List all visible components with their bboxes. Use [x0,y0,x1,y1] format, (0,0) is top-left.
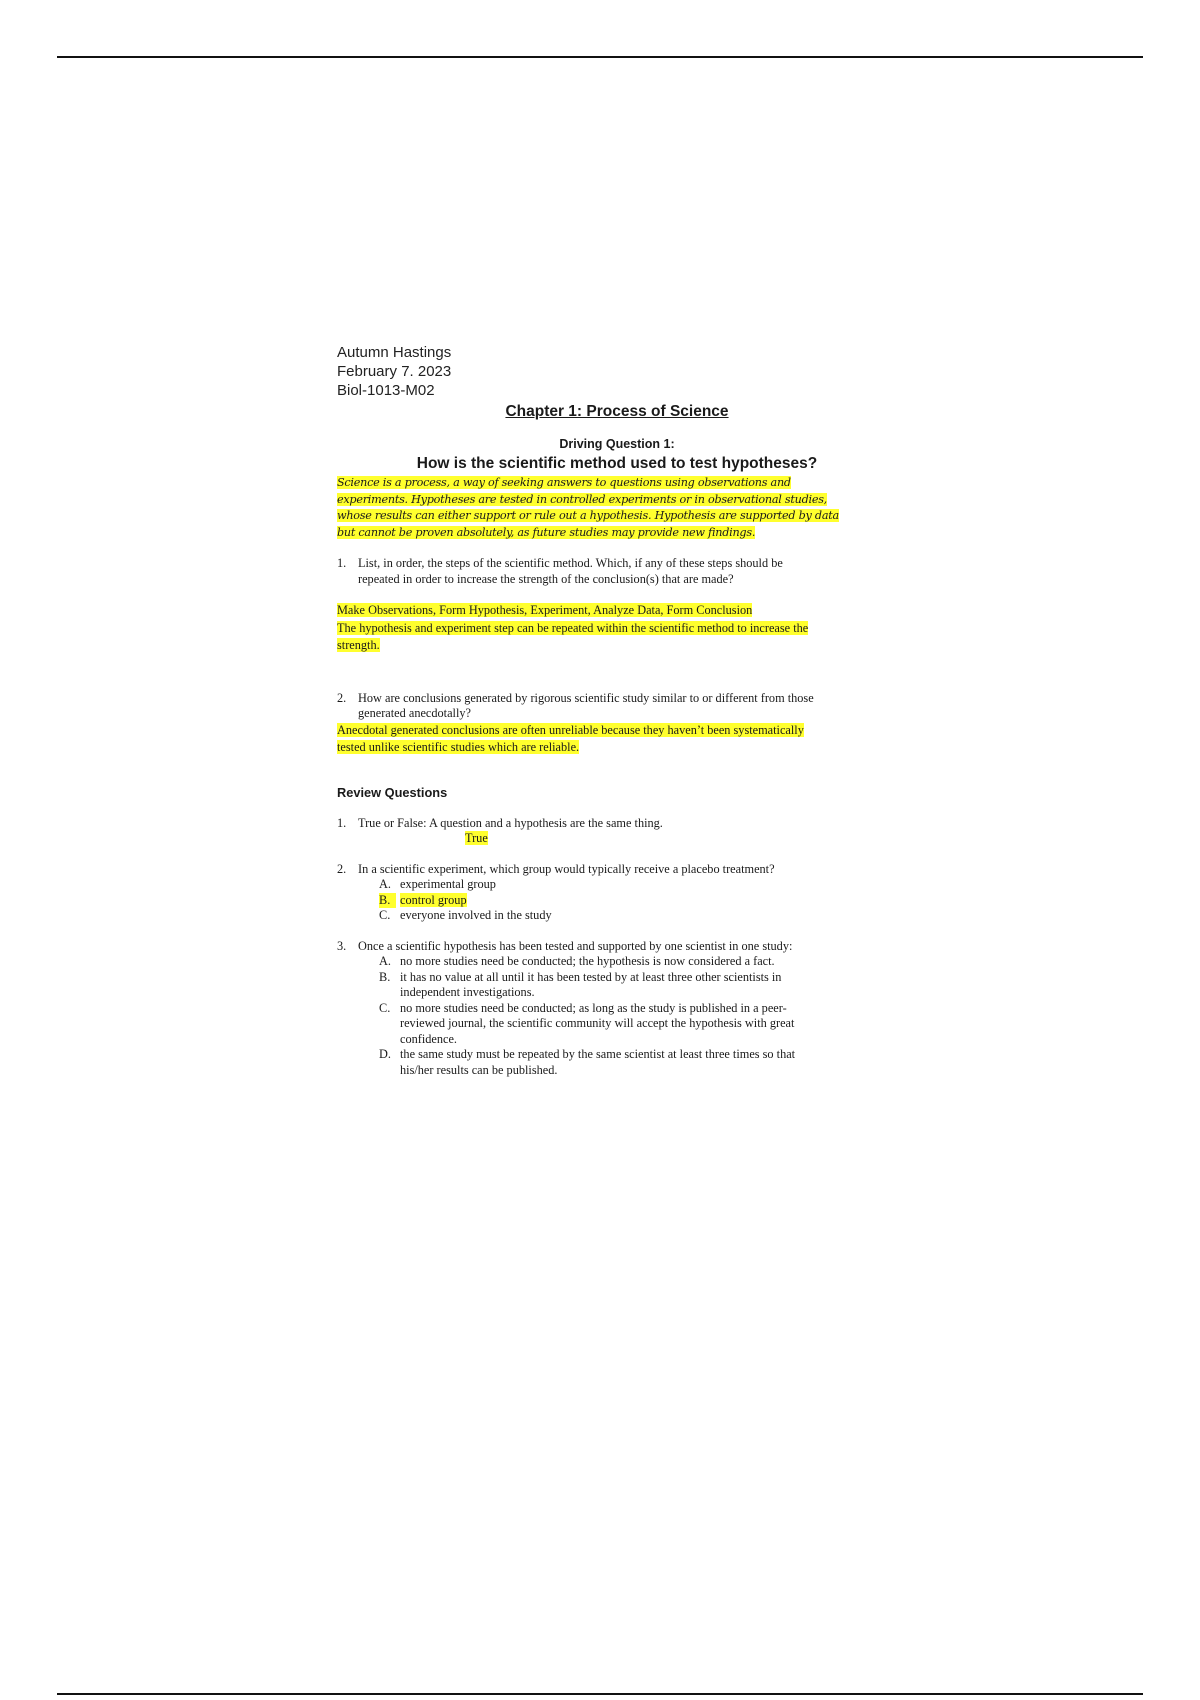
option-letter: B. [379,969,391,984]
option-b [379,970,897,1001]
bottom-rule [57,1693,1143,1695]
question-number: 2. [337,690,347,705]
review-question-1 [337,816,897,847]
question-text-line: repeated in order to increase the strength of the conclusion(s) that are made? [358,571,734,586]
answer-line: Anecdotal generated conclusions are often unreliable because they haven’t been systematically [337,722,804,737]
option-c [379,908,897,924]
option-letter: A. [379,954,391,969]
answer-block [337,602,897,655]
intro-line: experiments. Hypotheses are tested in controlled experiments or in observational studies, [337,492,827,506]
review-question-3 [337,939,897,955]
driving-question: How is the scientific method used to test hypotheses? [416,455,818,472]
top-rule [57,56,1143,58]
option-text: control group [400,892,467,907]
question-text: True or False: A question and a hypothesis are the same thing. [358,815,663,830]
intro-line: whose results can either support or rule out a hypothesis. Hypothesis are supported by data [337,509,839,523]
student-name: Autumn Hastings [337,344,452,361]
option-text-line: the same study must be repeated by the same scientist at least three times so that [400,1047,796,1062]
question-number: 1. [337,556,347,571]
option-text: everyone involved in the study [400,908,552,923]
option-letter: C. [379,908,391,923]
driving-question-list [337,691,897,722]
question-text-line: generated anecdotally? [358,706,471,721]
intro-paragraph [337,475,897,541]
question-number: 1. [337,815,347,830]
review-question-2 [337,862,897,878]
option-d [379,1047,897,1078]
option-list [379,877,897,924]
question-text-line: How are conclusions generated by rigorous scientific study similar to or different from those [358,690,814,705]
review-answer-true: True [465,831,488,846]
option-text-line: independent investigations. [400,985,535,1000]
review-section-title: Review Questions [337,784,448,800]
course-code: Biol-1013-M02 [337,382,435,399]
option-text-line: his/her results can be published. [400,1062,558,1077]
answer-line: Make Observations, Form Hypothesis, Experiment, Analyze Data, Form Conclusion [337,603,753,618]
intro-line: but cannot be proven absolutely, as future studies may provide new findings. [337,525,756,539]
question-number: 3. [337,938,347,953]
option-text-line: no more studies need be conducted; the hypothesis is now considered a fact. [400,954,775,969]
document-page [337,343,897,1078]
option-a [379,954,897,970]
question-number: 2. [337,861,347,876]
answer-line: tested unlike scientific studies which are reliable. [337,740,580,755]
option-b-selected [379,893,897,909]
option-text-line: no more studies need be conducted; as long as the study is published in a peer- [400,1000,787,1015]
option-text-line: it has no value at all until it has been tested by at least three other scientists in [400,969,782,984]
driving-question-label: Driving Question 1: [559,437,675,451]
option-list [379,954,897,1078]
option-text-line: reviewed journal, the scientific community will accept the hypothesis with great [400,1016,795,1031]
answer-line: strength. [337,638,380,653]
driving-question-list [337,556,897,587]
option-letter: D. [379,1047,391,1062]
option-a [379,877,897,893]
intro-line: Science is a process, a way of seeking answers to questions using observations and [337,476,791,489]
question-item [337,691,897,722]
option-letter: A. [379,877,391,892]
review-question-list [337,816,897,1079]
question-text: In a scientific experiment, which group would typically receive a placebo treatment? [358,861,775,876]
assignment-date: February 7. 2023 [337,363,452,380]
question-item [337,556,897,587]
option-text-line: confidence. [400,1031,458,1046]
option-c [379,1001,897,1048]
answer-line: The hypothesis and experiment step can be repeated within the scientific method to increase the [337,620,809,635]
chapter-title: Chapter 1: Process of Science [505,403,729,420]
question-text-line: List, in order, the steps of the scientific method. Which, if any of these steps should be [358,556,783,571]
option-letter: C. [379,1000,391,1015]
question-text: Once a scientific hypothesis has been tested and supported by one scientist in one study: [358,938,793,953]
answer-block [337,722,897,757]
option-letter: B. [379,893,396,909]
option-text: experimental group [400,877,496,892]
